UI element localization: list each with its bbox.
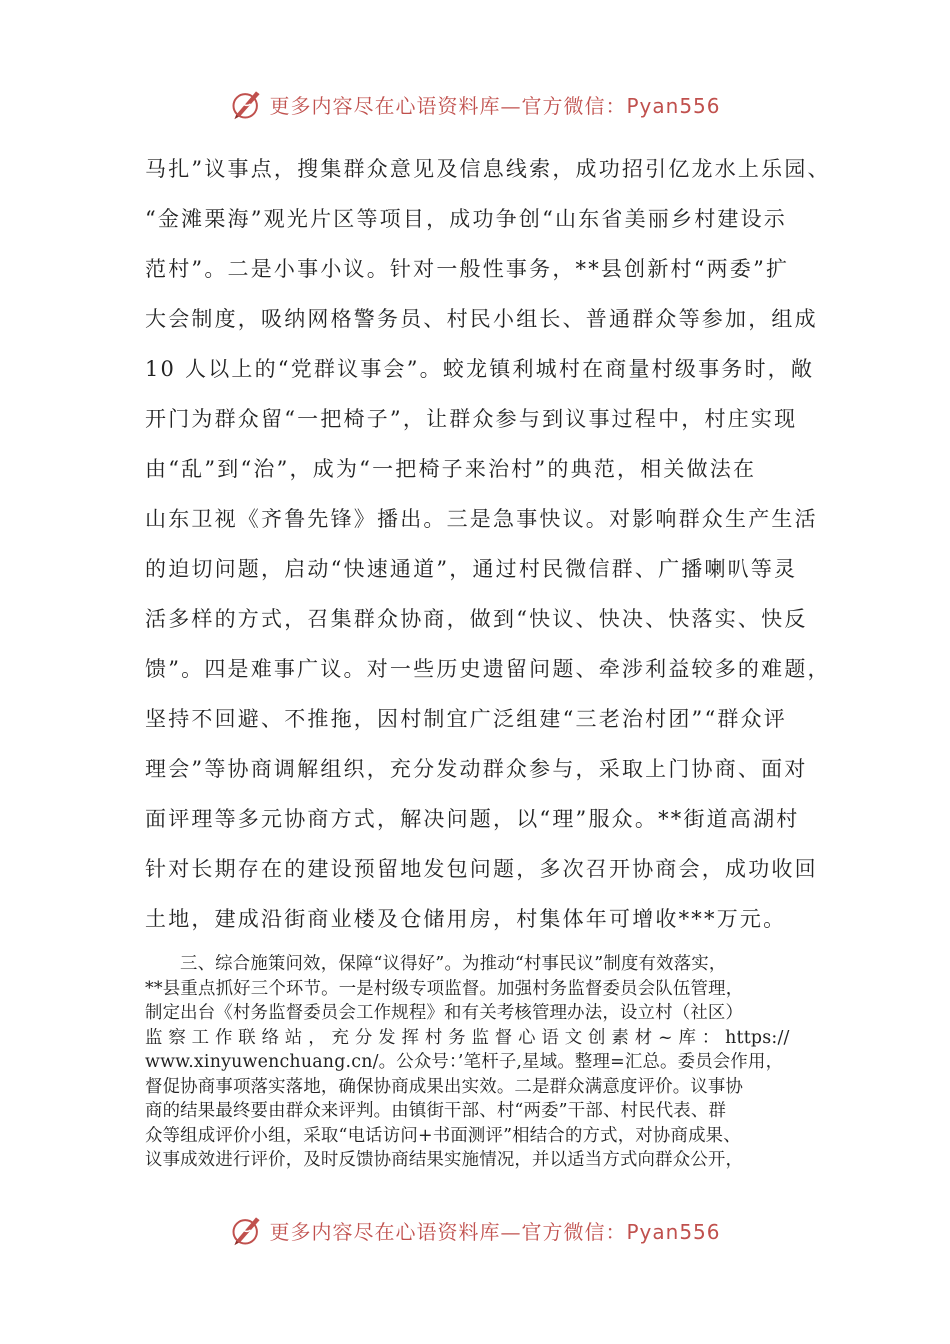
paragraph-line: 针对长期存在的建设预留地发包问题，多次召开协商会，成功收回	[145, 857, 818, 881]
paragraph-line: 理会”等协商调解组织，充分发动群众参与，采取上门协商、面对	[145, 757, 808, 781]
paragraph-line: 坚持不回避、不推拖，因村制宜广泛组建“三老治村团”“群众评	[145, 707, 788, 731]
paragraph-line: 大会制度，吸纳网格警务员、村民小组长、普通群众等参加，组成	[145, 307, 818, 331]
paragraph-line: 10 人以上的“党群议事会”。蛟龙镇利城村在商量村级事务时，敞	[145, 357, 815, 381]
paragraph-line: 面评理等多元协商方式，解决问题，以“理”服众。**街道高湖村	[145, 807, 800, 831]
section-three-line: 众等组成评价小组，采取“电话访问+书面测评”相结合的方式，对协商成果、	[145, 1125, 741, 1146]
section-three-line: 三、综合施策问效，保障“议得好”。为推动“村事民议”制度有效落实，	[180, 954, 727, 974]
paragraph-line: 山东卫视《齐鲁先锋》播出。三是急事快议。对影响群众生产生活	[145, 507, 818, 531]
paragraph-line: 由“乱”到“治”，成为“一把椅子来治村”的典范，相关做法在	[145, 457, 757, 481]
section-three-line: www.xinyuwenchuang.cn/。公众号：’笔杆子,星域。整理=汇总。委员会作用，	[145, 1052, 784, 1072]
paragraph-line: 范村”。二是小事小议。针对一般性事务，**县创新村“两委”扩	[145, 257, 790, 281]
main-paragraph	[145, 144, 831, 944]
section-three-line: **县重点抓好三个环节。一是村级专项监督。加强村务监督委员会队伍管理，	[145, 978, 744, 999]
section-three-line: 监 察 工 作 联 络 站 ， 充 分 发 挥 村 务 监 督 心 语 文 创 素 材 ~ 库 ： https://	[145, 1027, 790, 1048]
section-three-paragraph	[145, 952, 825, 1173]
paragraph-line: 活多样的方式，召集群众协商，做到“快议、快决、快落实、快反	[145, 607, 808, 631]
footer-banner	[0, 1208, 950, 1252]
pen-logo-icon	[229, 1212, 265, 1248]
header-banner	[0, 82, 950, 126]
header-banner-text: 更多内容尽在心语资料库—官方微信：Pyan556	[269, 93, 721, 118]
footer-wechat-id: Pyan556	[626, 1219, 721, 1244]
paragraph-line: 的迫切问题，启动“快速通道”，通过村民微信群、广播喇叭等灵	[145, 557, 798, 581]
footer-banner-text: 更多内容尽在心语资料库—官方微信：Pyan556	[269, 1219, 721, 1244]
paragraph-line: 马扎”议事点，搜集群众意见及信息线索，成功招引亿龙水上乐园、	[145, 157, 831, 181]
header-wechat-id: Pyan556	[626, 93, 721, 118]
section-three-line: 督促协商事项落实落地，确保协商成果出实效。二是群众满意度评价。议事协	[145, 1076, 744, 1097]
paragraph-line: 土地，建成沿街商业楼及仓储用房，村集体年可增收***万元。	[145, 907, 787, 931]
paragraph-line: 馈”。四是难事广议。对一些历史遗留问题、牵涉利益较多的难题，	[145, 657, 831, 681]
section-three-line: 议事成效进行评价，及时反馈协商结果实施情况，并以适当方式向群众公开，	[145, 1150, 744, 1170]
paragraph-line: “金滩栗海”观光片区等项目，成功争创“山东省美丽乡村建设示	[145, 207, 788, 231]
section-three-line: 制定出台《村务监督委员会工作规程》和有关考核管理办法，设立村（社区）	[145, 1003, 744, 1023]
paragraph-line: 开门为群众留“一把椅子”，让群众参与到议事过程中，村庄实现	[145, 407, 798, 431]
section-three-line: 商的结果最终要由群众来评判。由镇街干部、村“两委”干部、村民代表、群	[145, 1101, 727, 1121]
pen-logo-icon	[229, 86, 265, 122]
